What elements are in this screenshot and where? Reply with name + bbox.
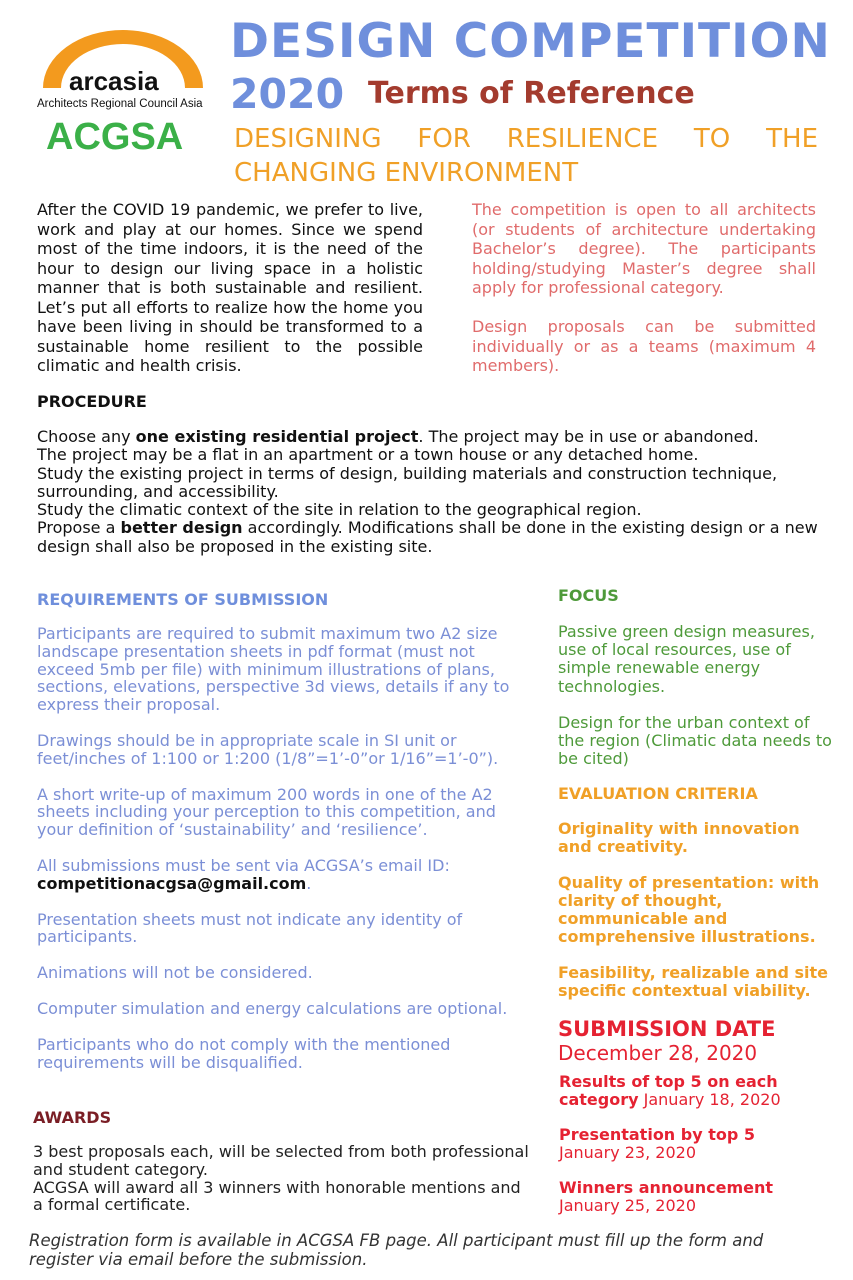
schedule — [559, 1073, 841, 1215]
schedule-item — [559, 1073, 841, 1109]
terms-of-reference: Terms of Reference — [368, 76, 695, 111]
requirements-list — [37, 625, 523, 1089]
text: Propose a — [37, 518, 121, 538]
procedure-line — [37, 519, 827, 556]
logo-tagline: Architects Regional Council Asia — [37, 98, 203, 110]
footer-note: Registration form is available in ACGSA FB page. All participant must fill up the form and register via email before the submission. — [29, 1231, 764, 1269]
requirement-item: Animations will not be considered. — [37, 963, 313, 983]
schedule-label: Results of top 5 on each category — [559, 1072, 778, 1109]
requirement-item: Participants are required to submit maximum two A2 size landscape presentation sheets in pdf format (must not exceed 5mb per file) with minimum illustrations of plans, sections, elevations, perspective 3d views, details if any to express their proposal. — [37, 624, 510, 715]
procedure-text — [37, 428, 827, 556]
awards-line: 3 best proposals each, will be selected from both professional and student category. — [33, 1142, 529, 1179]
intro-paragraph: After the COVID 19 pandemic, we prefer to live, work and play at our homes. Since we spend most of the time indoors, it is the need of the hour to design our living space in a holistic manner that is both sustainable and resilient. Let’s put all efforts to realize how the home you have been living in should be transformed to a sustainable home resilient to the possible climatic and health crisis. — [37, 200, 423, 375]
focus-heading: FOCUS — [558, 586, 619, 605]
evaluation-list — [558, 820, 834, 1000]
evaluation-heading: EVALUATION CRITERIA — [558, 784, 758, 803]
evaluation-item: Feasibility, realizable and site specific contextual viability. — [558, 963, 829, 1000]
emphasis: better design — [120, 518, 243, 538]
schedule-date: January 25, 2020 — [559, 1196, 696, 1215]
eligibility-paragraph: The competition is open to all architects (or students of architecture undertaking Bachelor’s degree). The participants holding/studying Master’s degree shall apply for professional category. — [472, 200, 816, 297]
awards-heading: AWARDS — [33, 1108, 112, 1127]
logo-name: arcasia — [69, 66, 159, 96]
text: accordingly. Modifications shall be done in the existing design or a new design shall also be proposed in the existing site. — [37, 518, 818, 556]
team-paragraph: Design proposals can be submitted individually or as a teams (maximum 4 members). — [472, 317, 816, 375]
acgsa-logo: ACGSA — [46, 116, 184, 158]
submission-heading: SUBMISSION DATE — [558, 1017, 776, 1041]
requirement-item: Presentation sheets must not indicate any identity of participants. — [37, 909, 463, 947]
page-title: DESIGN COMPETITION — [230, 14, 831, 69]
eligibility — [472, 200, 816, 376]
requirement-item: A short write-up of maximum 200 words in one of the A2 sheets including your perception to this competition, and your definition of ‘sustainability’ and ‘resilience’. — [37, 784, 496, 840]
requirement-item: Participants who do not comply with the mentioned requirements will be disqualified. — [37, 1034, 451, 1072]
procedure-line: Study the climatic context of the site in relation to the geographical region. — [37, 500, 642, 520]
theme-subtitle: DESIGNING FOR RESILIENCE TO THE CHANGING ENVIRONMENT — [234, 124, 818, 188]
title-year: 2020 — [230, 70, 345, 118]
procedure-heading: PROCEDURE — [37, 392, 147, 411]
schedule-item — [559, 1179, 841, 1215]
schedule-item — [559, 1126, 841, 1162]
requirement-item — [37, 857, 523, 893]
requirement-item: Computer simulation and energy calculations are optional. — [37, 998, 508, 1018]
text: . — [306, 873, 312, 893]
arcasia-logo — [33, 20, 213, 122]
submission-date: December 28, 2020 — [558, 1041, 758, 1065]
schedule-date: January 18, 2020 — [638, 1090, 781, 1109]
schedule-label: Winners announcement — [559, 1178, 773, 1197]
focus-item: Design for the urban context of the region (Climatic data needs to be cited) — [558, 712, 832, 769]
text: . The project may be in use or abandoned. — [418, 427, 759, 446]
emphasis: one existing residential project — [135, 427, 419, 446]
text: Choose any — [37, 427, 136, 446]
procedure-line: The project may be a flat in an apartment or a town house or any detached home. — [37, 445, 699, 465]
awards-line: ACGSA will award all 3 winners with honorable mentions and a formal certificate. — [33, 1177, 521, 1215]
procedure-line: Study the existing project in terms of design, building materials and construction technique, surrounding, and accessibility. — [37, 463, 778, 501]
schedule-label: Presentation by top 5 — [559, 1125, 756, 1144]
requirements-heading: REQUIREMENTS OF SUBMISSION — [37, 590, 329, 609]
focus-item: Passive green design measures, use of local resources, use of simple renewable energy technologies. — [558, 622, 815, 696]
text: All submissions must be sent via ACGSA’s email ID: — [37, 855, 450, 875]
procedure-line — [37, 428, 827, 446]
evaluation-item: Originality with innovation and creativity. — [558, 819, 800, 856]
requirement-item: Drawings should be in appropriate scale in SI unit or feet/inches of 1:100 or 1:200 (1/8”=1’-0”or 1/16”=1’-0”). — [37, 730, 499, 768]
evaluation-item: Quality of presentation: with clarity of thought, communicable and comprehensive illustrations. — [558, 873, 820, 946]
schedule-date: January 23, 2020 — [559, 1143, 696, 1162]
awards-text — [33, 1143, 533, 1214]
focus-text — [558, 623, 834, 768]
email-link[interactable]: competitionacgsa@gmail.com — [37, 873, 307, 893]
